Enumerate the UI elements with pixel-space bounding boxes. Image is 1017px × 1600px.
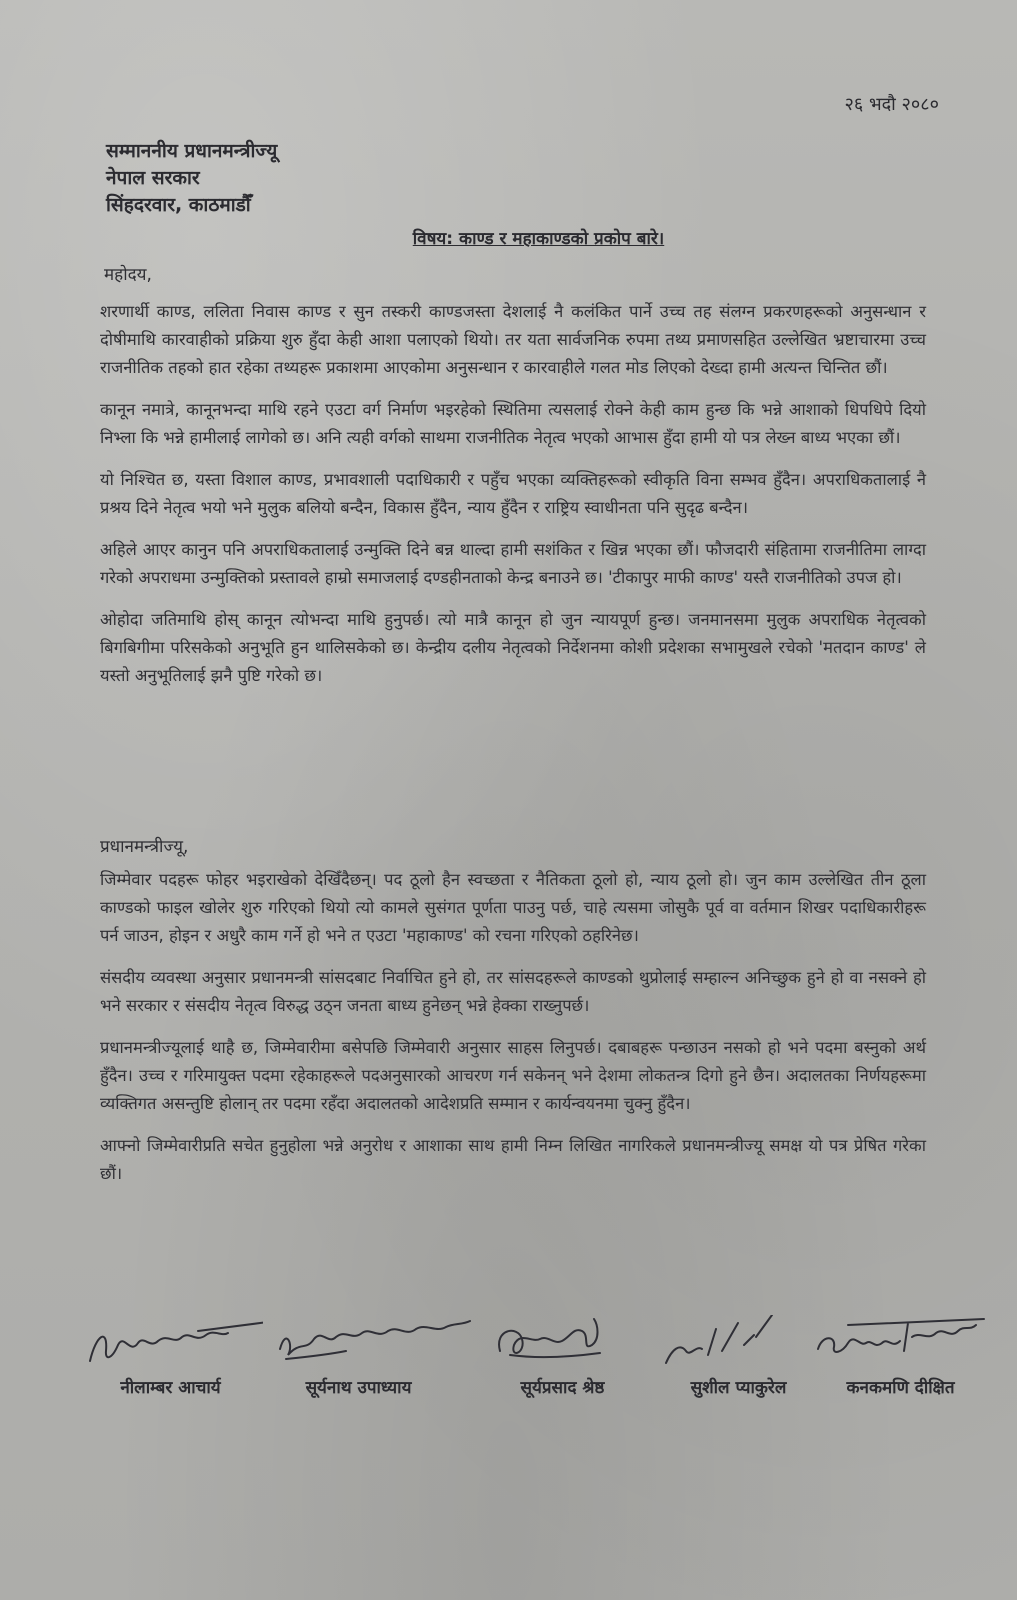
signatory-name: सूर्यनाथ उपाध्याय	[305, 1378, 412, 1398]
signatory-name: कनकमणि दीक्षित	[846, 1378, 955, 1398]
paragraph: शरणार्थी काण्ड, ललिता निवास काण्ड र सुन तस्करी काण्डजस्ता देशलाई नै कलंकित पार्ने उच्च तह संलग्न प्रकरणहरूको अनुसन्धान र दोषीमाथि कारवाहीको प्रक्रिया शुरु हुँदा केही आशा पलाएको थियो। तर यता सार्वजनिक रुपमा तथ्य प्रमाणसहित उल्लेखित भ्रष्टाचारमा उच्च राजनीतिक तहको हात रहेका तथ्यहरू प्रकाशमा आएकोमा अनुसन्धान र कारवाहीले गलत मोड लिएको देख्दा हामी अत्यन्त चिन्तित छौं।	[100, 302, 926, 377]
paragraph: आफ्नो जिम्मेवारीप्रति सचेत हुनुहोला भन्ने अनुरोध र आशाका साथ हामी निम्न लिखित नागरिकले प्रधानमन्त्रीज्यू समक्ष यो पत्र प्रेषित गरेका छौं।	[100, 1136, 926, 1183]
subject-line	[0, 226, 1017, 249]
paragraph: जिम्मेवार पदहरू फोहर भइराखेको देखिँदैछन्। पद ठूलो हैन स्वच्छता र नैतिकता ठूलो हो, न्याय ठूलो हो। जुन काम उल्लेखित तीन ठूला काण्डको फाइल खोलेर शुरु गरिएको थियो त्यो कामले सुसंगत पूर्णता पाउनु पर्छ, चाहे त्यसमा जोसुकै पूर्व वा वर्तमान शिखर पदाधिकारीहरू पर्न जाउन, होइन र अधुरै काम गर्ने हो भने त एउटा 'महाकाण्ड' को रचना गरिएको ठहरिनेछ।	[100, 870, 926, 945]
signatory-name: नीलाम्बर आचार्य	[120, 1378, 221, 1398]
handwritten-signature	[470, 1315, 655, 1375]
recipient-title: सम्माननीय प्रधानमन्त्रीज्यू	[106, 140, 278, 162]
signatory	[808, 1315, 993, 1425]
paragraph: यो निश्चित छ, यस्ता विशाल काण्ड, प्रभावशाली पदाधिकारी र पहुँच भएका व्यक्तिहरूको स्वीकृति विना सम्भव हुँदैन। अपराधिकतालाई नै प्रश्रय दिने नेतृत्व भयो भने मुलुक बलियो बन्दैन, विकास हुँदैन, न्याय हुँदैन र राष्ट्रिय स्वाधीनता पनि सुदृढ बन्दैन।	[100, 470, 926, 517]
body-section-2	[100, 866, 926, 1188]
handwritten-signature	[78, 1315, 263, 1375]
subject-text: विषय: काण्ड र महाकाण्डको प्रकोप बारे।	[412, 229, 665, 249]
body-section-1	[100, 298, 926, 690]
paragraph: कानून नमात्रे, कानूनभन्दा माथि रहने एउटा वर्ग निर्माण भइरहेको स्थितिमा त्यसलाई रोक्ने केही काम हुन्छ कि भन्ने आशाको धिपधिपे दियो निभ्ला कि भन्ने हामीलाई लागेको छ। अनि त्यही वर्गको साथमा राजनीतिक नेतृत्व भएको आभास हुँदा हामी यो पत्र लेख्न बाध्य भएका छौं।	[100, 400, 926, 447]
letter-date: २६ भदौ २०८०	[844, 94, 939, 115]
signatory-name: सुशील प्याकुरेल	[690, 1378, 787, 1398]
signature-block	[78, 1315, 958, 1425]
signatory	[470, 1315, 655, 1425]
paragraph: ओहोदा जतिमाथि होस् कानून त्योभन्दा माथि हुनुपर्छ। त्यो मात्रै कानून हो जुन न्यायपूर्ण हुन्छ। जनमानसमा मुलुक अपराधिक नेतृत्वको बिगबिगीमा परिसकेको अनुभूति हुन थालिसकेको छ। केन्द्रीय दलीय नेतृत्वको निर्देशनमा कोशी प्रदेशका सभामुखले रचेको 'मतदान काण्ड' ले यस्तो अनुभूतिलाई झनै पुष्टि गरेको छ।	[100, 610, 926, 685]
salutation: महोदय,	[104, 265, 152, 285]
signatory	[646, 1315, 831, 1425]
paragraph: प्रधानमन्त्रीज्यूलाई थाहै छ, जिम्मेवारीमा बसेपछि जिम्मेवारी अनुसार साहस लिनुपर्छ। दबाबहरू पन्छाउन नसको हो भने पदमा बस्नुको अर्थ हुँदैन। उच्च र गरिमायुक्त पदमा रहेकाहरूले पदअनुसारको आचरण गर्न सकेनन् भने देशमा लोकतन्त्र दिगो हुने छैन। अदालतका निर्णयहरूमा व्यक्तिगत असन्तुष्टि होलान् तर पदमा रहँदा अदालतको आदेशप्रति सम्मान र कार्यन्वयनमा चुक्नु हुँदैन।	[100, 1038, 926, 1113]
signatory-name: सूर्यप्रसाद श्रेष्ठ	[520, 1378, 605, 1398]
paragraph: संसदीय व्यवस्था अनुसार प्रधानमन्त्री सांसदबाट निर्वाचित हुने हो, तर सांसदहरूले काण्डको थुप्रोलाई सम्हाल्न अनिच्छुक हुने हो वा नसक्ने हो भने सरकार र संसदीय नेतृत्व विरुद्ध उठ्न जनता बाध्य हुनेछन् भन्ने हेक्का राख्नुपर्छ।	[100, 968, 926, 1015]
paragraph: अहिले आएर कानुन पनि अपराधिकतालाई उन्मुक्ति दिने बन्न थाल्दा हामी सशंकित र खिन्न भएका छौं। फौजदारी संहितामा राजनीतिमा लाग्दा गरेको अपराधमा उन्मुक्तिको प्रस्तावले हाम्रो समाजलाई दण्डहीनताको केन्द्र बनाउने छ। 'टीकापुर माफी काण्ड' यस्तै राजनीतिको उपज हो।	[100, 540, 926, 587]
signatory	[78, 1315, 263, 1425]
handwritten-signature	[808, 1315, 993, 1375]
signatory	[266, 1315, 451, 1425]
recipient-block	[106, 138, 277, 219]
secondary-address: प्रधानमन्त्रीज्यू,	[100, 837, 189, 857]
handwritten-signature	[266, 1315, 476, 1375]
recipient-address: सिंहदरवार, काठमाडौँ	[106, 194, 251, 216]
handwritten-signature	[646, 1315, 831, 1375]
recipient-government: नेपाल सरकार	[106, 167, 200, 189]
